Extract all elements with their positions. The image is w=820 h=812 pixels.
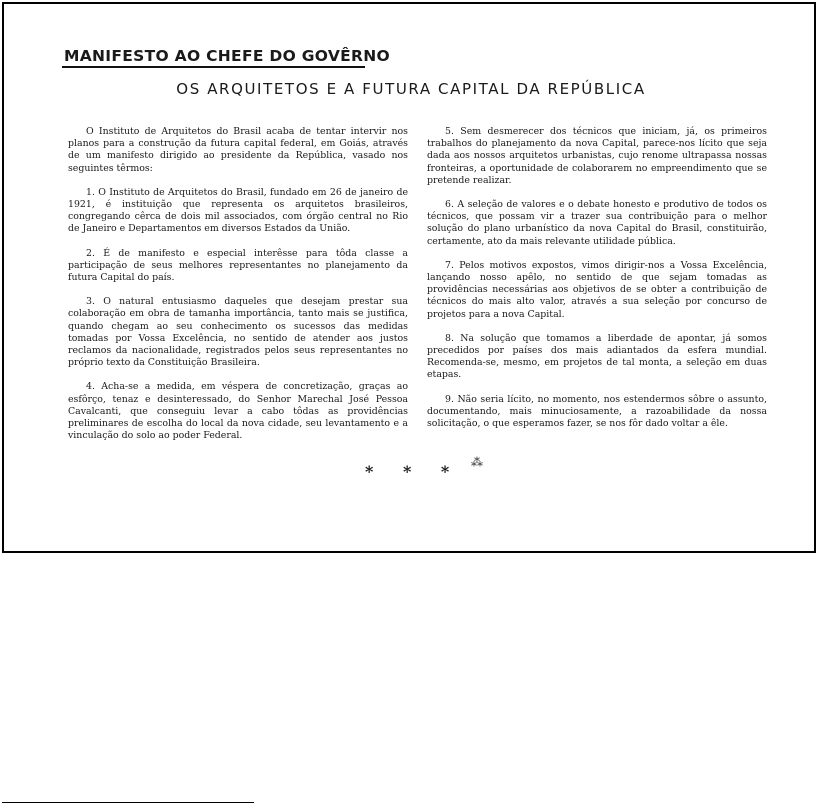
paragraph-3: 3. O natural entusiasmo daqueles que desejam prestar sua colaboração em obra de tamanha importância, tanto mais se justifica, quando chegam ao seu conhecimento os sucessos das medidas tomadas por Vossa Excelência, no sentido de atender aos justos reclamos da nacionalidade, registrados pelos seus representantes no próprio texto da Constituição Brasileira. <box>68 296 408 369</box>
ink-smudge-ornament: ⁂ <box>471 455 483 469</box>
paragraph-2: 2. É de manifesto e especial interêsse para tôda classe a participação de seus melhores representantes no planejamento da futura Capital do país. <box>68 247 408 284</box>
paragraph-6: 6. A seleção de valores e o debate honesto e produtivo de todos os técnicos, que possam vir a trazer sua contribuição para o melhor solução do plano urbanístico da nova Capital do Brasil, constituirão, certamente, ato da mais relevante utilidade pública. <box>427 199 767 247</box>
right-column <box>427 126 767 442</box>
paragraph-intro: O Instituto de Arquitetos do Brasil acaba de tentar intervir nos planos para a construção da futura capital federal, em Goiás, através de um manifesto dirigido ao presidente da República, vasado nos seguintes têrmos: <box>68 126 408 174</box>
paragraph-8: 8. Na solução que tomamos a liberdade de apontar, já somos precedidos por países dos mais adiantados da esfera mundial. Recomenda-se, mesmo, em projetos de tal monta, a seleção em duas etapas. <box>427 332 767 381</box>
paragraph-5: 5. Sem desmerecer dos técnicos que iniciam, já, os primeiros trabalhos do planejamento da nova Capital, parece-nos lícito que seja dada aos nossos arquitetos urbanistas, cujo renome ultrapassa nossas fronteiras, a oportunidade de colaborarem no empreendimento que se pretende realizar. <box>427 126 767 186</box>
section-separator: * * * <box>365 462 462 481</box>
paragraph-9: 9. Não seria lícito, no momento, nos estendermos sôbre o assunto, documentando, mais minuciosamente, a razoabilidade da nossa solicitação, o que esperamos fazer, se nos fôr dado voltar a êle. <box>427 393 767 430</box>
document-scan <box>2 2 816 553</box>
article-title: OS ARQUITETOS E A FUTURA CAPITAL DA REPÚBLICA <box>176 80 646 98</box>
footnote-divider <box>2 802 254 803</box>
paragraph-4: 4. Acha-se a medida, em véspera de concretização, graças ao esfôrço, tenaz e desinteressado, do Senhor Marechal José Pessoa Cavalcanti, que conseguiu levar a cabo tôdas as providências preliminares de escolha do local da nova cidade, seu levantamento e a vinculação do solo ao poder Federal. <box>68 381 408 442</box>
paragraph-7: 7. Pelos motivos expostos, vimos dirigir-nos a Vossa Excelência, lançando nosso apêlo, no sentido de que sejam tomadas as providências necessárias aos objetivos de se obter a contribuição de técnicos do mais alto valor, através a sua seleção por concurso de projetos para a nova Capital. <box>427 259 767 320</box>
left-column <box>68 126 408 454</box>
paragraph-1: 1. O Instituto de Arquitetos do Brasil, fundado em 26 de janeiro de 1921, é instituição que representa os arquitetos brasileiros, congregando cêrca de dois mil associados, com órgão central no Rio de Janeiro e Departamentos em diversos Estados da União. <box>68 186 408 235</box>
kicker-underline <box>62 66 365 68</box>
section-kicker: MANIFESTO AO CHEFE DO GOVÊRNO <box>64 47 391 65</box>
